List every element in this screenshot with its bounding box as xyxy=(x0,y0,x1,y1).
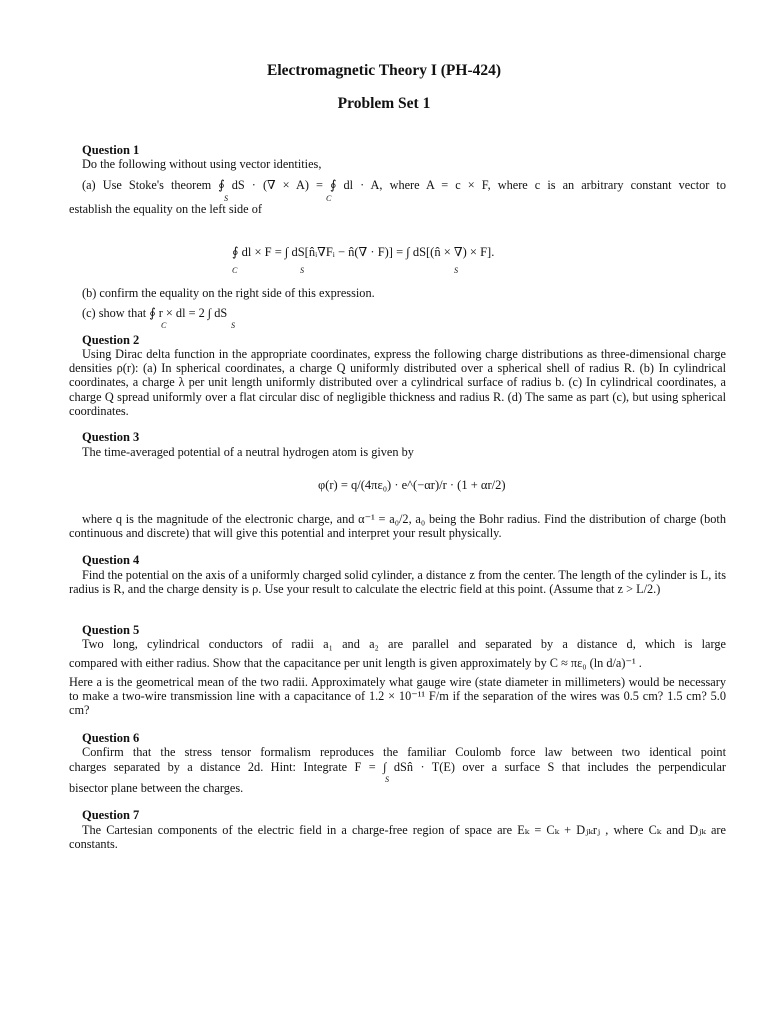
question-6-line-2: charges separated by a distance 2d. Hint: Integrate F = ∫ dSn̂ · T(E) over a surface S that includes the perpendicular xyxy=(69,760,726,774)
question-1-heading: Question 1 xyxy=(82,143,140,157)
question-2-heading: Question 2 xyxy=(82,333,140,347)
question-1-intro: Do the following without using vector identities, xyxy=(82,157,322,171)
question-1-part-a-cont: establish the equality on the left side of xyxy=(69,202,262,216)
document-subtitle: Problem Set 1 xyxy=(337,95,431,112)
question-1-part-b: (b) confirm the equality on the right side of this expression. xyxy=(82,286,375,300)
question-5-line-1: Two long, cylindrical conductors of radii a₁ and a₂ are parallel and separated by a distance d, which is large xyxy=(82,637,726,651)
question-2-body: Using Dirac delta function in the appropriate coordinates, express the following charge distributions as three-dimensional charge densities ρ(r): (a) In spherical coordinates, a charge Q uniformly distributed over a spherical shell of radius R. (b) In cylindrical coordinates, a charge λ per unit length uniformly distributed over a cylindrical surface of radius b. (c) In cylindrical coordinates, a charge Q spread uniformly over a flat circular disc of negligible thickness and radius R. (d) The same as part (c), but using spherical coordinates. xyxy=(69,347,726,418)
question-3-equation: φ(r) = q/(4πε₀) · e^(−αr)/r · (1 + αr/2) xyxy=(318,478,506,492)
document-title: Electromagnetic Theory I (PH-424) xyxy=(266,62,502,79)
contour-subscript: C xyxy=(326,194,332,203)
question-1-part-c: (c) show that ∮ r × dl = 2 ∫ dS xyxy=(82,306,228,320)
question-3-heading: Question 3 xyxy=(82,430,140,444)
question-4-body: Find the potential on the axis of a uniformly charged solid cylinder, a distance z from the center. The length of the cylinder is L, its radius is R, and the charge density is ρ. Use your result to calculate the electric field at this point. (Assume that z > L/2.) xyxy=(69,568,726,597)
question-6-heading: Question 6 xyxy=(82,731,140,745)
question-3-intro: The time-averaged potential of a neutral hydrogen atom is given by xyxy=(82,445,414,459)
question-3-body: where q is the magnitude of the electronic charge, and α⁻¹ = a₀/2, a₀ being the Bohr radius. Find the distribution of charge (both continuous and discrete) that will give this potential and interpret your result physically. xyxy=(69,512,726,541)
surface-subscript: S xyxy=(231,321,235,330)
surface-subscript: S xyxy=(385,775,389,784)
question-5-heading: Question 5 xyxy=(82,623,140,637)
question-6-line-1: Confirm that the stress tensor formalism reproduces the familiar Coulomb force law between two identical point xyxy=(82,745,726,759)
contour-subscript: C xyxy=(232,266,238,275)
question-4-heading: Question 4 xyxy=(82,553,140,567)
question-1-part-a: (a) Use Stoke's theorem ∮ dS · (∇ × A) = ∮ dl · A, where A = c × F, where c is an arbitrary constant vector to xyxy=(82,178,726,192)
surface-subscript: S xyxy=(454,266,458,275)
question-7-body: The Cartesian components of the electric field in a charge-free region of space are Eₖ = Cₖ + Dⱼₖrⱼ , where Cₖ and Dⱼₖ are constants. xyxy=(69,823,726,852)
contour-subscript: C xyxy=(161,321,167,330)
question-7-heading: Question 7 xyxy=(82,808,140,822)
question-6-line-3: bisector plane between the charges. xyxy=(69,781,244,795)
question-1-equation: ∮ dl × F = ∫ dS[n̂ᵢ∇Fᵢ − n̂(∇ · F)] = ∫ dS[(n̂ × ∇) × F]. xyxy=(232,245,495,259)
surface-subscript: S xyxy=(224,194,228,203)
question-5-line-2: compared with either radius. Show that the capacitance per unit length is given approximately by C ≈ πε₀ (ln d/a)⁻¹ . xyxy=(69,656,642,670)
question-5-body: Here a is the geometrical mean of the two radii. Approximately what gauge wire (state diameter in millimeters) would be necessary to make a two-wire transmission line with a capacitance of 1.2 × 10⁻¹¹ F/m if the separation of the wires was 0.5 cm? 1.5 cm? 5.0 cm? xyxy=(69,675,726,718)
surface-subscript: S xyxy=(300,266,304,275)
